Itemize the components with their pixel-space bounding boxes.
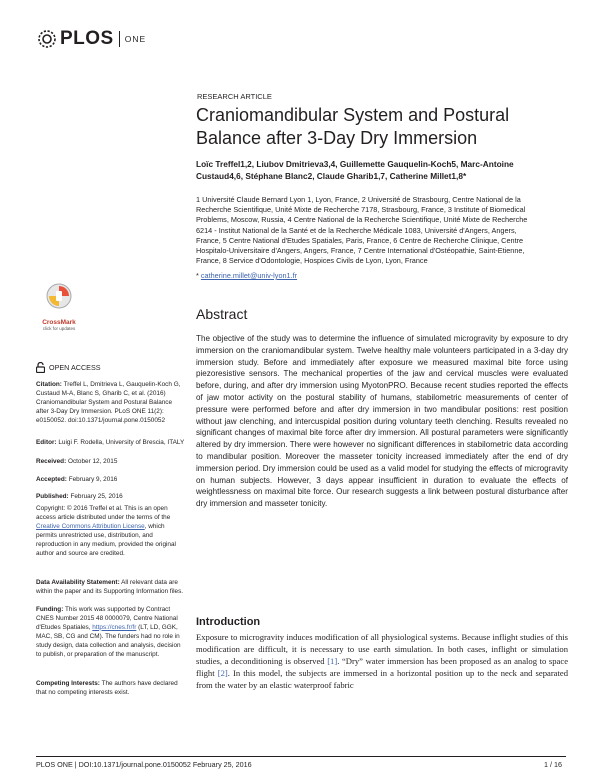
intro-sentence: . In this model, the subjects are immersed in a horizontal position up to the neck and separated from the water by an elastic waterproof fabric (196, 667, 568, 690)
funding-label: Funding: (36, 606, 64, 613)
logo-word: PLOS (60, 28, 114, 49)
crossmark-sub: click for updates (42, 326, 76, 331)
intro-sentence: . “Dry” water immersion has been proposed as an analog to space flight (196, 655, 569, 678)
logo-divider (119, 31, 120, 47)
copyright-text: Copyright: © 2016 Treffel et al. This is an open access article distributed under the terms of the (36, 505, 171, 521)
open-access-label: OPEN ACCESS (49, 363, 101, 372)
received-date: October 12, 2015 (67, 458, 118, 465)
received-block (36, 458, 186, 467)
footer-divider (36, 756, 566, 757)
accepted-date: February 9, 2016 (68, 476, 118, 483)
published-block (36, 493, 186, 502)
crossmark-badge[interactable] (36, 282, 82, 331)
citation-text: Treffel L, Dmitrieva L, Gauquelin-Koch G, Custaud M-A, Blanc S, Gharib C, et al. (2016) Craniomandibular System and Postural Balance after 3-Day Dry Immersion. PLoS ONE 11(2): e0150052. doi:10.1371/journal.pone.0150052 (36, 381, 181, 424)
data-availability-label: Data Availability Statement: (36, 579, 120, 586)
funding-link[interactable]: https://cnes.fr/fr (92, 623, 137, 631)
crossmark-icon (36, 282, 82, 316)
email-marker: * (196, 271, 199, 280)
plos-one-logo[interactable] (36, 28, 146, 50)
competing-interests-block (36, 680, 186, 698)
editor-text: Luigi F. Rodella, University of Brescia, ITALY (58, 439, 185, 446)
open-lock-icon (36, 362, 45, 373)
funding-text: This work was supported by Contract CNES Number 2015 48 0000079, Centre National d'Etudes Spatiales, (36, 606, 178, 631)
copyright-block (36, 505, 186, 558)
author-list: Loïc Treffel1,2, Liubov Dmitrieva3,4, Guillemette Gauquelin-Koch5, Marc-Antoine Custaud4,6, Stéphane Blanc2, Claude Gharib1,7, Catherine Millet1,8* (196, 159, 514, 181)
crossmark-label: CrossMark (42, 319, 76, 326)
copyright-text-end: , which permits unrestricted use, distribution, and reproduction in any medium, provided the original author and source are credited. (36, 522, 176, 557)
citation-block (36, 381, 186, 426)
reference-link-2[interactable]: [2] (217, 667, 228, 678)
plos-logo-icon (36, 28, 58, 50)
affiliations: 1 Université Claude Bernard Lyon 1, Lyon, France, 2 Université de Strasbourg, Centre National de la Recherche Scientifique, Unité Mixte de Recherche 7178, Strasbourg, France, 3 Institute of Biomedical Problems, Moscow, Russia, 4 Centre National de la Recherche Scientifique, Unité Mixte de Recherche 6214 - Institut National de la Santé et de la Recherche Médicale 1083, Université d'Angers, Angers, France, 5 Centre National d'Etudes Spatiales, Paris, France, 6 Centre de Recherche Clinique, Centre Hospitalo-Universitaire d'Angers, Angers, France, 7 Centre International d'Ostéopathie, Saint-Etienne, France, 8 Service d'Odontologie, Hospices Civils de Lyon, Lyon, France (196, 195, 528, 266)
editor-block (36, 439, 186, 448)
page-number: 1 / 16 (544, 760, 562, 769)
footer-citation: PLOS ONE | DOI:10.1371/journal.pone.0150052 February 25, 2016 (36, 760, 252, 769)
corresponding-email (196, 271, 297, 280)
introduction-heading: Introduction (196, 616, 261, 628)
article-type: RESEARCH ARTICLE (197, 92, 272, 101)
logo-subtitle: ONE (124, 34, 147, 44)
email-link[interactable]: catherine.millet@univ-lyon1.fr (200, 271, 298, 280)
data-availability-text: All relevant data are within the paper and its Supporting Information files. (36, 579, 184, 595)
accepted-block (36, 476, 186, 485)
accepted-label: Accepted: (36, 476, 67, 483)
open-access-badge (36, 362, 101, 373)
intro-sentence: Exposure to microgravity induces modification of all physiological systems. Because inflight studies of this modification are difficult, it is necessary to use earth simulation. In both cases, inflight or simulation studies, a deconditioning is observed (196, 632, 568, 666)
editor-label: Editor: (36, 439, 57, 446)
competing-interests-text: The authors have declared that no competing interests exist. (36, 680, 178, 696)
received-label: Received: (36, 458, 67, 465)
published-label: Published: (36, 493, 69, 500)
abstract-heading: Abstract (196, 306, 248, 322)
funding-block (36, 606, 186, 659)
funding-text-end: (LT, LD, GGK, MAC, SB, CG and CM). The funders had no role in study design, data collection and analysis, decision to publish, or preparation of the manuscript. (36, 623, 181, 658)
article-title: Craniomandibular System and Postural Balance after 3-Day Dry Immersion (196, 105, 510, 148)
introduction-text (196, 632, 568, 692)
license-link[interactable]: Creative Commons Attribution License (36, 522, 145, 530)
citation-label: Citation: (36, 381, 62, 388)
competing-interests-label: Competing Interests: (36, 680, 100, 687)
reference-link-1[interactable]: [1] (327, 655, 338, 666)
data-availability-block (36, 579, 186, 597)
abstract-text: The objective of the study was to determine the influence of simulated microgravity by exposure to dry immersion on the craniomandibular system. Twelve healthy male volunteers participated in a 3-day dry immersion study. Before and immediately after exposure we measured maximal bite force using piezoresistive sensors. The mechanical properties of the jaw and cervical muscles were evaluated before, during, and after dry immersion using MyotonPRO. Because recent studies reported the effects of jaw motor activity on the postural stability of humans, stabilometric measurements of center of pressure were performed before and after dry immersion in two mandibular positions: rest position without jaw clenching, and intercuspidal position during voluntary teeth clenching. Results revealed no significant changes of maximal bite force after dry immersion. All postural parameters were significantly altered by dry immersion. There were however no significant differences in stabilometric data according to mandibular position. Moreover the masseter tonicity increased immediately after the end of dry immersion period. Dry immersion could be used as a valid model for studying the effects of microgravity on human subjects. However, 3 days appear insufficient in duration to evaluate the effects of weightlessness on maximal bite force. Our research suggests a link between postural disturbance after dry immersion and masseter tonicity. (196, 334, 568, 509)
published-date: February 25, 2016 (70, 493, 123, 500)
